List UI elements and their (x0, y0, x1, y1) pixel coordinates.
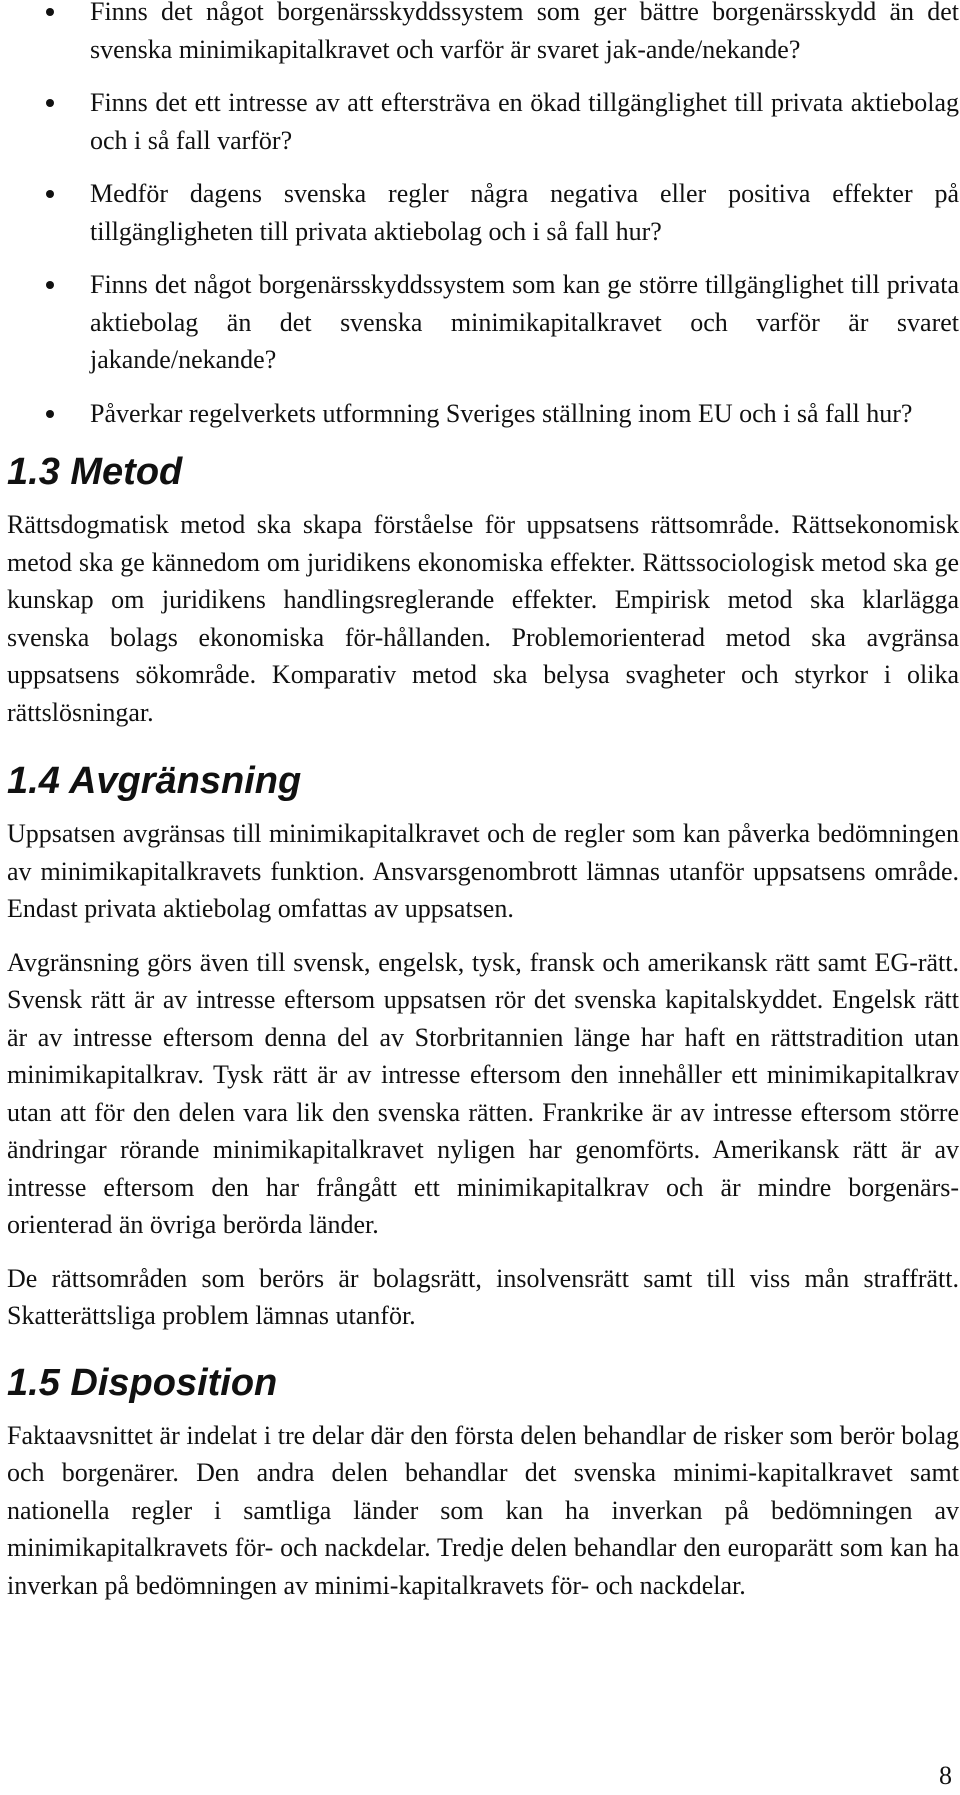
list-item-text: Finns det något borgenärsskyddssystem som kan ge större tillgänglighet till privata aktiebolag än det svenska minimikapitalkravet och varför är svaret jakande/nekande? (90, 270, 959, 374)
list-item (7, 0, 959, 68)
section-avgransning (7, 759, 959, 1335)
section-heading: 1.4 Avgränsning (7, 760, 302, 802)
list-item (7, 266, 959, 379)
section-heading: 1.5 Disposition (7, 1361, 278, 1404)
bullet-icon (46, 410, 54, 418)
paragraph: De rättsområden som berörs är bolagsrätt, insolvensrätt samt till viss mån straffrätt. Skatterättsliga problem lämnas utanför. (7, 1263, 959, 1330)
list-item-text: Påverkar regelverkets utformning Sveriges ställning inom EU och i så fall hur? (90, 398, 913, 428)
paragraph: Uppsatsen avgränsas till minimikapitalkravet och de regler som kan påverka bedömningen av minimikapitalkravets funktion. Ansvarsgenombrott lämnas utanför uppsatsens område. Endast privata aktiebolag omfattas av uppsatsen. (7, 819, 959, 923)
paragraph: Rättsdogmatisk metod ska skapa förståelse för uppsatsens rättsområde. Rättsekonomisk metod ska ge kännedom om juridikens ekonomiska effekter. Rättssociologisk metod ska ge kunskap om juridikens handlingsreglerande effekter. Empirisk metod ska klarlägga svenska bolags ekonomiska för-hållanden. Problemorienterad metod ska avgränsa uppsatsens sökområde. Komparativ metod ska belysa svagheter och styrkor i olika rättslösningar. (7, 510, 959, 727)
paragraph: Faktaavsnittet är indelat i tre delar där den första delen behandlar de risker som berör bolag och borgenärer. Den andra delen behandlar det svenska minimi-kapitalkravet samt nationella regler i samtliga länder som kan ha inverkan på bedömningen av minimikapitalkravets för- och nackdelar. Tredje delen behandlar den europarätt som kan ha inverkan på bedömningen av minimi-kapitalkravets för- och nackdelar. (7, 1420, 959, 1600)
list-item (7, 175, 959, 250)
list-item-text: Finns det något borgenärsskyddssystem som ger bättre borgenärsskydd än det svenska minimikapitalkravet och varför är svaret jak-ande/nekande? (90, 0, 959, 64)
list-item (7, 84, 959, 159)
bullet-icon (46, 99, 54, 107)
bullet-icon (46, 281, 54, 289)
section-heading: 1.3 Metod (7, 451, 183, 493)
research-questions-list (7, 0, 959, 432)
page-number: 8 (939, 1761, 952, 1790)
document-page (7, 0, 959, 1604)
section-disposition (7, 1361, 959, 1605)
bullet-icon (46, 190, 54, 198)
list-item-text: Medför dagens svenska regler några negativa eller positiva effekter på tillgängligheten till privata aktiebolag och i så fall hur? (90, 179, 959, 246)
bullet-icon (46, 8, 54, 16)
section-metod (7, 450, 959, 731)
paragraph: Avgränsning görs även till svensk, engelsk, tysk, fransk och amerikansk rätt samt EG-rätt. Svensk rätt är av intresse eftersom uppsatsen rör det svenska kapitalskyddet. Engelsk rätt är av intresse eftersom denna del av Storbritannien länge har haft en rättstradition utan minimikapitalkrav. Tysk rätt är av intresse eftersom den innehåller ett minimikapitalkrav utan att för den delen vara lik den svenska rätten. Frankrike är av intresse eftersom större ändringar rörande minimikapitalkravet nyligen har genomförts. Amerikansk rätt är av intresse eftersom den har frångått ett minimikapitalkrav och är mindre borgenärs-orienterad än övriga berörda länder. (7, 947, 959, 1239)
list-item-text: Finns det ett intresse av att eftersträva en ökad tillgänglighet till privata aktiebolag och i så fall varför? (90, 88, 959, 155)
list-item (7, 395, 959, 433)
